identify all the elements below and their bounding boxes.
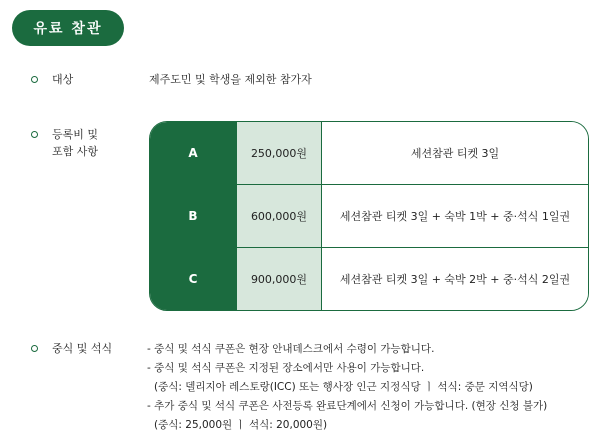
target-value: 제주도민 및 학생을 제외한 참가자 — [149, 73, 312, 86]
meals-bullet-icon — [31, 345, 38, 352]
fee-benefit: 세션참관 티켓 3일 + 숙박 2박 + 중·석식 2일권 — [322, 248, 588, 310]
meal-info-line: - 중식 및 석식 쿠폰은 현장 안내데스크에서 수령이 가능합니다. — [147, 343, 435, 355]
meal-info-line: - 추가 중식 및 석식 쿠폰은 사전등록 완료단계에서 신청이 가능합니다. (현장 신청 불가) — [147, 400, 548, 412]
meals-label: 중식 및 석식 — [52, 342, 113, 355]
fee-table — [149, 121, 589, 311]
fee-row-c — [150, 247, 588, 310]
fee-row-b — [150, 184, 588, 247]
fee-tier: B — [150, 185, 236, 247]
meal-info-line: (중식: 25,000원 ㅣ 석식: 20,000원) — [154, 419, 328, 431]
fee-row-a — [150, 122, 588, 184]
section-title: 유료 참관 — [33, 21, 103, 37]
fees-bullet-icon — [31, 131, 38, 138]
fees-label-line1: 등록비 및 — [52, 128, 99, 141]
meal-info-line: - 중식 및 석식 쿠폰은 지정된 장소에서만 사용이 가능합니다. — [147, 362, 425, 374]
fee-price: 900,000원 — [236, 248, 322, 310]
fees-label — [52, 126, 98, 160]
fee-price: 250,000원 — [236, 122, 322, 184]
fee-benefit: 세션참관 티켓 3일 + 숙박 1박 + 중·석식 1일권 — [322, 185, 588, 247]
fee-price: 600,000원 — [236, 185, 322, 247]
section-badge — [12, 10, 124, 46]
meal-info-line: (중식: 델리지아 레스토랑(ICC) 또는 행사장 인근 지정식당 ㅣ 석식: 중문 지역식당) — [154, 381, 533, 393]
fee-benefit: 세션참관 티켓 3일 — [322, 122, 588, 184]
fees-label-line2: 포함 사항 — [52, 145, 99, 158]
fee-tier: C — [150, 248, 236, 310]
target-label: 대상 — [52, 73, 74, 86]
fee-tier: A — [150, 122, 236, 184]
target-bullet-icon — [31, 76, 38, 83]
meal-info-list — [147, 340, 592, 434]
